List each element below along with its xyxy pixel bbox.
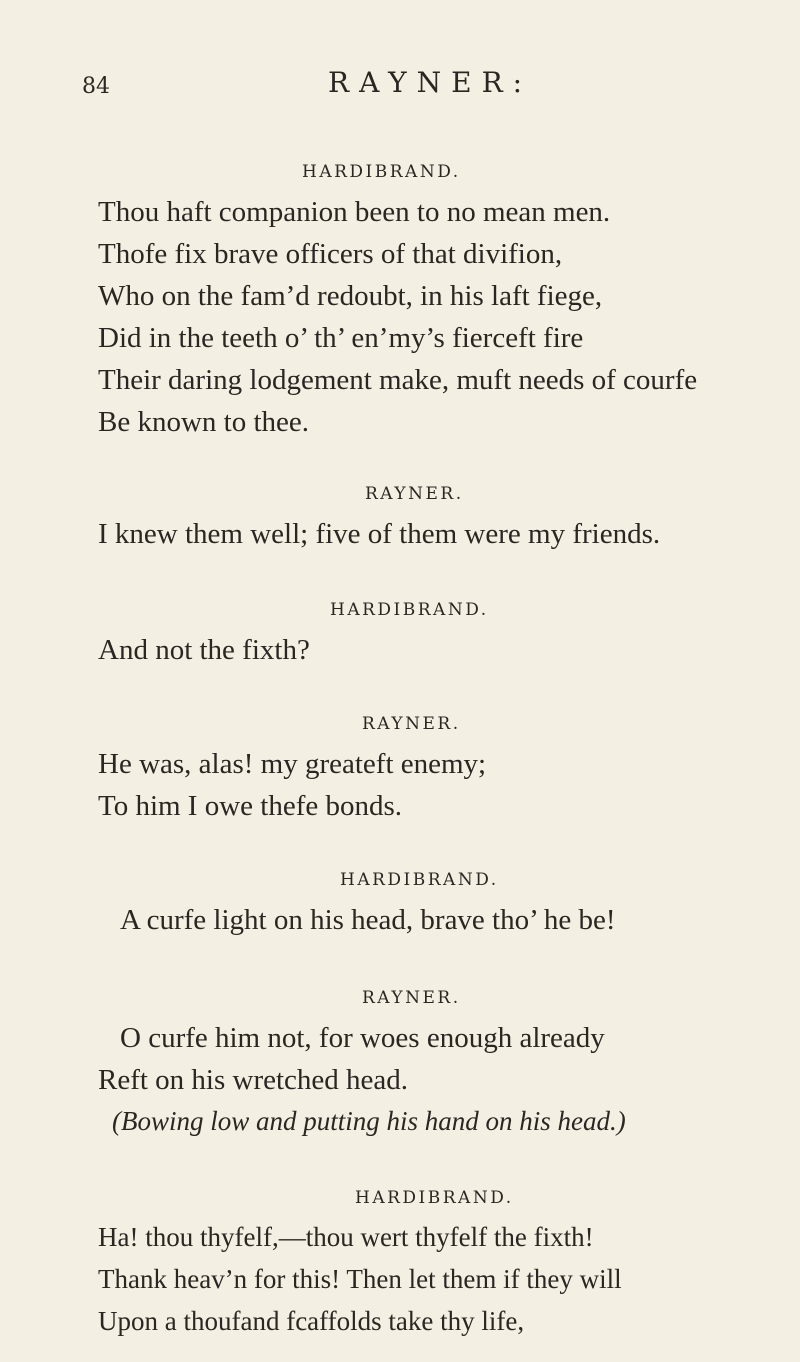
verse-line: Thou haft companion been to no mean men. [98,196,611,228]
speaker-heading: RAYNER. [365,484,464,504]
verse-line: Did in the teeth o’ th’ en’my’s fierceft fire [98,322,584,354]
verse-line: He was, alas! my greateft enemy; [98,748,487,780]
speaker-heading: HARDIBRAND. [330,600,489,620]
verse-line: A curfe light on his head, brave tho’ he be! [120,904,616,936]
verse-line: And not the fixth? [98,634,310,666]
verse-line: Who on the fam’d redoubt, in his laft fiege, [98,280,603,312]
verse-line: To him I owe thefe bonds. [98,790,403,822]
stage-direction: (Bowing low and putting his hand on his head.) [112,1106,626,1136]
running-head: RAYNER: [328,66,533,99]
verse-line: Their daring lodgement make, muft needs of courfe [98,364,698,396]
verse-line: Be known to thee. [98,406,310,438]
speaker-heading: HARDIBRAND. [355,1188,514,1208]
verse-line: O curfe him not, for woes enough already [120,1022,605,1054]
verse-line: Reft on his wretched head. [98,1064,409,1096]
speaker-heading: HARDIBRAND. [340,870,499,890]
verse-line: I knew them well; five of them were my friends. [98,518,661,550]
verse-line: Thofe fix brave officers of that divifion, [98,238,563,270]
verse-line: Ha! thou thyfelf,—thou wert thyfelf the fixth! [98,1222,594,1252]
verse-line: Upon a thoufand fcaffolds take thy life, [98,1306,525,1336]
verse-line: Thank heav’n for this! Then let them if they will [98,1264,622,1294]
speaker-heading: RAYNER. [362,714,461,734]
speaker-heading: RAYNER. [362,988,461,1008]
speaker-heading: HARDIBRAND. [302,162,461,182]
page-number: 84 [82,74,110,99]
